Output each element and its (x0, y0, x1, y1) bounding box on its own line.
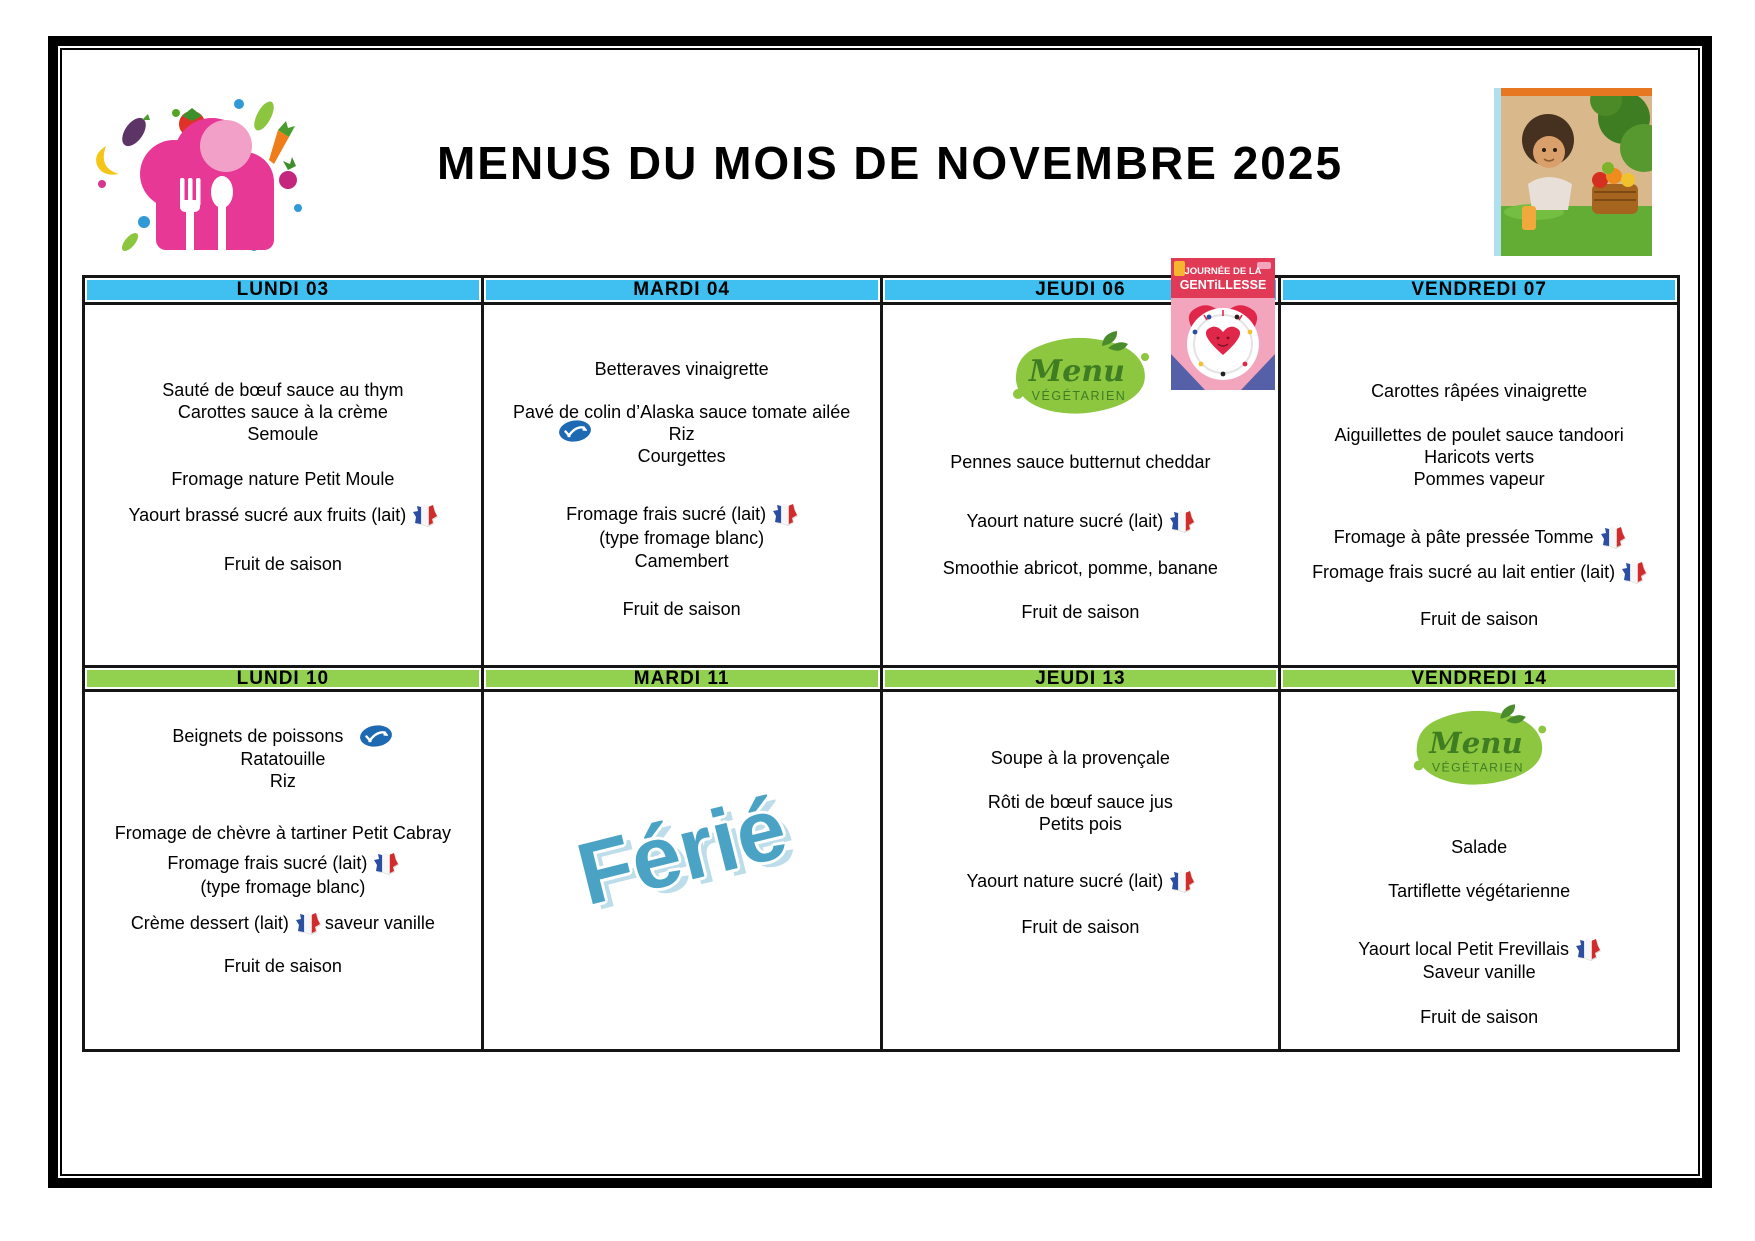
vegetarian-menu-logo (1005, 331, 1155, 421)
menu-item-text: Smoothie abricot, pomme, banane (942, 558, 1218, 578)
menu-item-text: Fromage de chèvre à tartiner Petit Cabray (114, 823, 451, 843)
menu-line (484, 527, 880, 549)
menu-line (1281, 1006, 1677, 1028)
menu-item-text: Fromage frais sucré au lait entier (lait) (1312, 562, 1616, 582)
menu-item-text: Yaourt brassé sucré aux fruits (lait) (128, 505, 407, 525)
header-vendredi-14 (1281, 668, 1677, 689)
menu-item-text: Carottes râpées vinaigrette (1371, 381, 1588, 401)
veg-logo-word2: VÉGÉTARIEN (1032, 389, 1127, 403)
menu-line (85, 822, 481, 844)
menu-cell-mardi-11 (484, 692, 883, 1049)
menu-item-text: Soupe à la provençale (990, 748, 1170, 768)
menu-item-text: Riz (269, 771, 296, 791)
menu-line (883, 601, 1279, 623)
header-label: LUNDI 03 (236, 279, 330, 300)
menu-item-text: Pavé de colin d’Alaska sauce tomate ailée (513, 402, 851, 422)
menu-item-text: Fruit de saison (1420, 609, 1539, 629)
menu-line (883, 791, 1279, 813)
france-flag-icon (413, 504, 437, 526)
france-flag-icon (1622, 561, 1646, 583)
menu-line (883, 510, 1279, 532)
header-mardi-11 (484, 668, 883, 689)
france-flag-icon (1170, 870, 1194, 892)
menu-cell-mardi-04 (484, 305, 883, 665)
menu-line (1281, 468, 1677, 490)
menu-item-text: (type fromage blanc) (200, 877, 366, 897)
chef-hat-logo-icon (92, 88, 304, 268)
france-flag-icon (374, 852, 398, 874)
header-lundi-03 (85, 278, 484, 302)
veg-logo-word1: Menu (1429, 725, 1523, 760)
menu-line (85, 770, 481, 792)
menu-line (484, 550, 880, 572)
header-label: JEUDI 13 (1035, 667, 1126, 689)
menu-line (1281, 938, 1677, 960)
menu-item-text: Fruit de saison (223, 956, 342, 976)
menu-line (85, 553, 481, 575)
menu-line (85, 423, 481, 445)
menu-line (1281, 961, 1677, 983)
header-label: LUNDI 10 (236, 667, 330, 689)
menu-line (1281, 608, 1677, 630)
menu-cell-vendredi-07 (1281, 305, 1677, 665)
menu-cell-jeudi-13 (883, 692, 1282, 1049)
menu-line (85, 852, 481, 874)
menu-line (85, 504, 481, 526)
menu-line (883, 451, 1279, 473)
menu-line (85, 401, 481, 423)
menu-line (85, 748, 481, 770)
menu-cell-lundi-03 (85, 305, 484, 665)
menu-item-text: (type fromage blanc) (599, 528, 765, 548)
menu-item-text: Ratatouille (240, 749, 326, 769)
menu-item-text: Camembert (634, 551, 729, 571)
menu-line (1281, 526, 1677, 548)
menu-item-text: Yaourt nature sucré (lait) (966, 871, 1164, 891)
menu-item-text: Courgettes (637, 446, 726, 466)
header-label: JEUDI 06 (1035, 279, 1126, 300)
menu-item-text: Yaourt local Petit Frevillais (1358, 939, 1569, 959)
menu-line (85, 912, 481, 934)
menu-item-text: Haricots verts (1424, 447, 1535, 467)
sustainable-fish-icon (359, 724, 393, 748)
menu-item-text: Rôti de bœuf sauce jus (987, 792, 1173, 812)
menu-item-text: Pommes vapeur (1413, 469, 1545, 489)
menu-line (1281, 424, 1677, 446)
menu-line (1281, 836, 1677, 858)
menu-line (85, 955, 481, 977)
menu-line (484, 503, 880, 525)
kindness-day-badge (1171, 258, 1275, 390)
menu-item-text: Saveur vanille (1422, 962, 1536, 982)
menu-cell-vendredi-14 (1281, 692, 1677, 1049)
france-flag-icon (773, 503, 797, 525)
menu-item-text: Fruit de saison (223, 554, 342, 574)
week2-header-row (85, 665, 1677, 692)
menu-line (85, 468, 481, 490)
menu-line (85, 876, 481, 898)
header-vendredi-07 (1281, 278, 1677, 302)
header-lundi-10 (85, 668, 484, 689)
menu-line (85, 724, 481, 748)
menu-line (1281, 380, 1677, 402)
veg-logo-word2: VÉGÉTARIEN (1432, 760, 1525, 775)
france-flag-icon (296, 912, 320, 934)
menu-item-text: Pennes sauce butternut cheddar (950, 452, 1211, 472)
week1-header-row (85, 278, 1677, 305)
header-label: MARDI 11 (633, 667, 730, 689)
menu-item-text: Fromage à pâte pressée Tomme (1333, 527, 1594, 547)
header-mardi-04 (484, 278, 883, 302)
menu-line (484, 423, 880, 445)
child-photo (1494, 88, 1652, 256)
france-flag-icon (1170, 510, 1194, 532)
menu-item-text: Fromage frais sucré (lait) (167, 853, 368, 873)
menu-line (85, 379, 481, 401)
menu-line (1281, 880, 1677, 902)
header-label: MARDI 04 (633, 279, 730, 300)
menu-item-text: Yaourt nature sucré (lait) (966, 511, 1164, 531)
menu-item-text: Riz (668, 424, 695, 444)
menu-line (883, 870, 1279, 892)
kindness-badge-line2: GENTiLLESSE (1179, 278, 1267, 292)
menu-line (883, 747, 1279, 769)
menu-line (883, 557, 1279, 579)
header-label: VENDREDI 07 (1411, 279, 1547, 300)
menu-line (484, 598, 880, 620)
menu-line (1281, 561, 1677, 583)
menu-item-text: Beignets de poissons (172, 726, 344, 746)
menu-item-text: Fruit de saison (1420, 1007, 1539, 1027)
menu-line (883, 813, 1279, 835)
menu-item-text: Crème dessert (lait) (130, 913, 289, 933)
week1-body-row (85, 305, 1677, 665)
menu-item-text: Petits pois (1038, 814, 1122, 834)
menu-item-text: saveur vanille (324, 913, 435, 933)
week2-body-row (85, 692, 1677, 1049)
menu-item-text: Fruit de saison (622, 599, 741, 619)
menu-item-text: Fruit de saison (1021, 602, 1140, 622)
menu-line (484, 445, 880, 467)
menu-table (82, 275, 1680, 1052)
menu-line (883, 916, 1279, 938)
menu-line (484, 401, 880, 423)
vegetarian-menu-logo (1406, 700, 1552, 796)
menu-line (484, 358, 880, 380)
menu-cell-lundi-10 (85, 692, 484, 1049)
menu-item-text: Salade (1451, 837, 1508, 857)
france-flag-icon (1576, 938, 1600, 960)
page-title: MENUS DU MOIS DE NOVEMBRE 2025 (436, 137, 1344, 189)
holiday-ferie-label: Férié (567, 777, 796, 924)
menu-item-text: Sauté de bœuf sauce au thym (162, 380, 404, 400)
menu-item-text: Carottes sauce à la crème (177, 402, 388, 422)
header-jeudi-13 (883, 668, 1282, 689)
menu-item-text: Fromage frais sucré (lait) (566, 504, 767, 524)
menu-item-text: Fromage nature Petit Moule (171, 469, 395, 489)
france-flag-icon (1601, 526, 1625, 548)
menu-line (1281, 446, 1677, 468)
kindness-badge-line1: JOURNÉE DE LA (1184, 266, 1262, 277)
header-label: VENDREDI 14 (1411, 667, 1547, 689)
menu-item-text: Semoule (247, 424, 319, 444)
menu-item-text: Aiguillettes de poulet sauce tandoori (1334, 425, 1624, 445)
veg-logo-word1: Menu (1029, 354, 1126, 389)
menu-item-text: Betteraves vinaigrette (594, 359, 769, 379)
menu-item-text: Tartiflette végétarienne (1388, 881, 1571, 901)
menu-item-text: Fruit de saison (1021, 917, 1140, 937)
